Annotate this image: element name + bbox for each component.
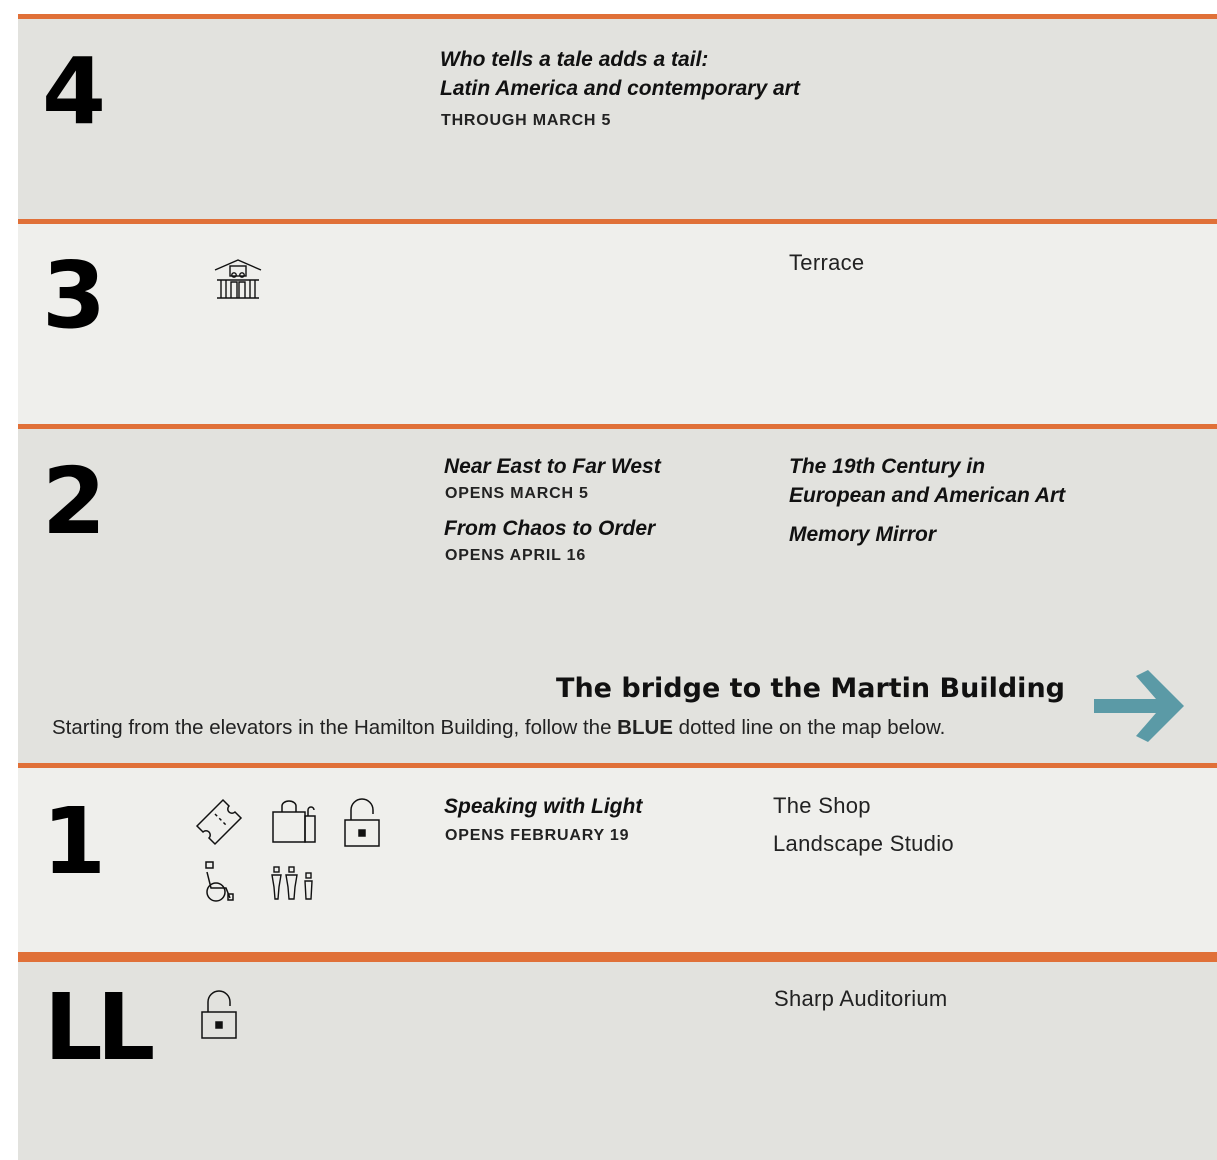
exhibition-title[interactable]: Who tells a tale adds a tail: bbox=[440, 48, 709, 71]
place-label[interactable]: Landscape Studio bbox=[773, 831, 954, 856]
lower-level-section bbox=[18, 962, 1217, 1160]
bridge-description bbox=[52, 716, 945, 740]
arrow-right-icon[interactable] bbox=[1090, 668, 1186, 749]
floor-number: LL bbox=[44, 974, 150, 1081]
floor-divider bbox=[18, 952, 1217, 962]
exhibition-date: OPENS FEBRUARY 19 bbox=[445, 827, 630, 844]
floor-3-section bbox=[18, 224, 1217, 424]
exhibition-title[interactable]: Latin America and contemporary art bbox=[440, 77, 800, 100]
place-label[interactable]: Terrace bbox=[789, 250, 865, 275]
collection-title[interactable]: European and American Art bbox=[789, 484, 1066, 507]
place-label[interactable]: Sharp Auditorium bbox=[774, 986, 948, 1011]
bridge-desc-text: Starting from the elevators in the Hamilton Building, follow the bbox=[52, 716, 618, 739]
exhibition-title[interactable]: Near East to Far West bbox=[444, 455, 661, 478]
floor-number: 1 bbox=[42, 788, 103, 895]
floor-number: 3 bbox=[42, 242, 103, 349]
exhibition-date: OPENS APRIL 16 bbox=[445, 547, 587, 564]
blue-emphasis: BLUE bbox=[617, 716, 673, 739]
floor-number: 2 bbox=[42, 448, 103, 555]
collection-title[interactable]: Memory Mirror bbox=[789, 523, 937, 546]
collection-title[interactable]: The 19th Century in bbox=[789, 455, 986, 478]
ticket-icon bbox=[193, 796, 245, 848]
bridge-desc-text: dotted line on the map below. bbox=[672, 716, 946, 739]
floor-number: 4 bbox=[42, 38, 103, 145]
wheelchair-icon bbox=[202, 860, 238, 904]
exhibition-title[interactable]: From Chaos to Order bbox=[444, 517, 656, 540]
exhibition-date: OPENS MARCH 5 bbox=[445, 485, 589, 502]
exhibition-date: THROUGH MARCH 5 bbox=[441, 112, 612, 129]
restroom-icon bbox=[270, 865, 318, 901]
lock-icon bbox=[200, 990, 238, 1040]
place-label[interactable]: The Shop bbox=[773, 793, 871, 818]
terrace-icon bbox=[213, 258, 263, 300]
shopping-bag-icon bbox=[270, 800, 318, 844]
exhibition-title[interactable]: Speaking with Light bbox=[444, 795, 643, 818]
lock-icon bbox=[343, 798, 381, 848]
bridge-title: The bridge to the Martin Building bbox=[556, 673, 1065, 704]
